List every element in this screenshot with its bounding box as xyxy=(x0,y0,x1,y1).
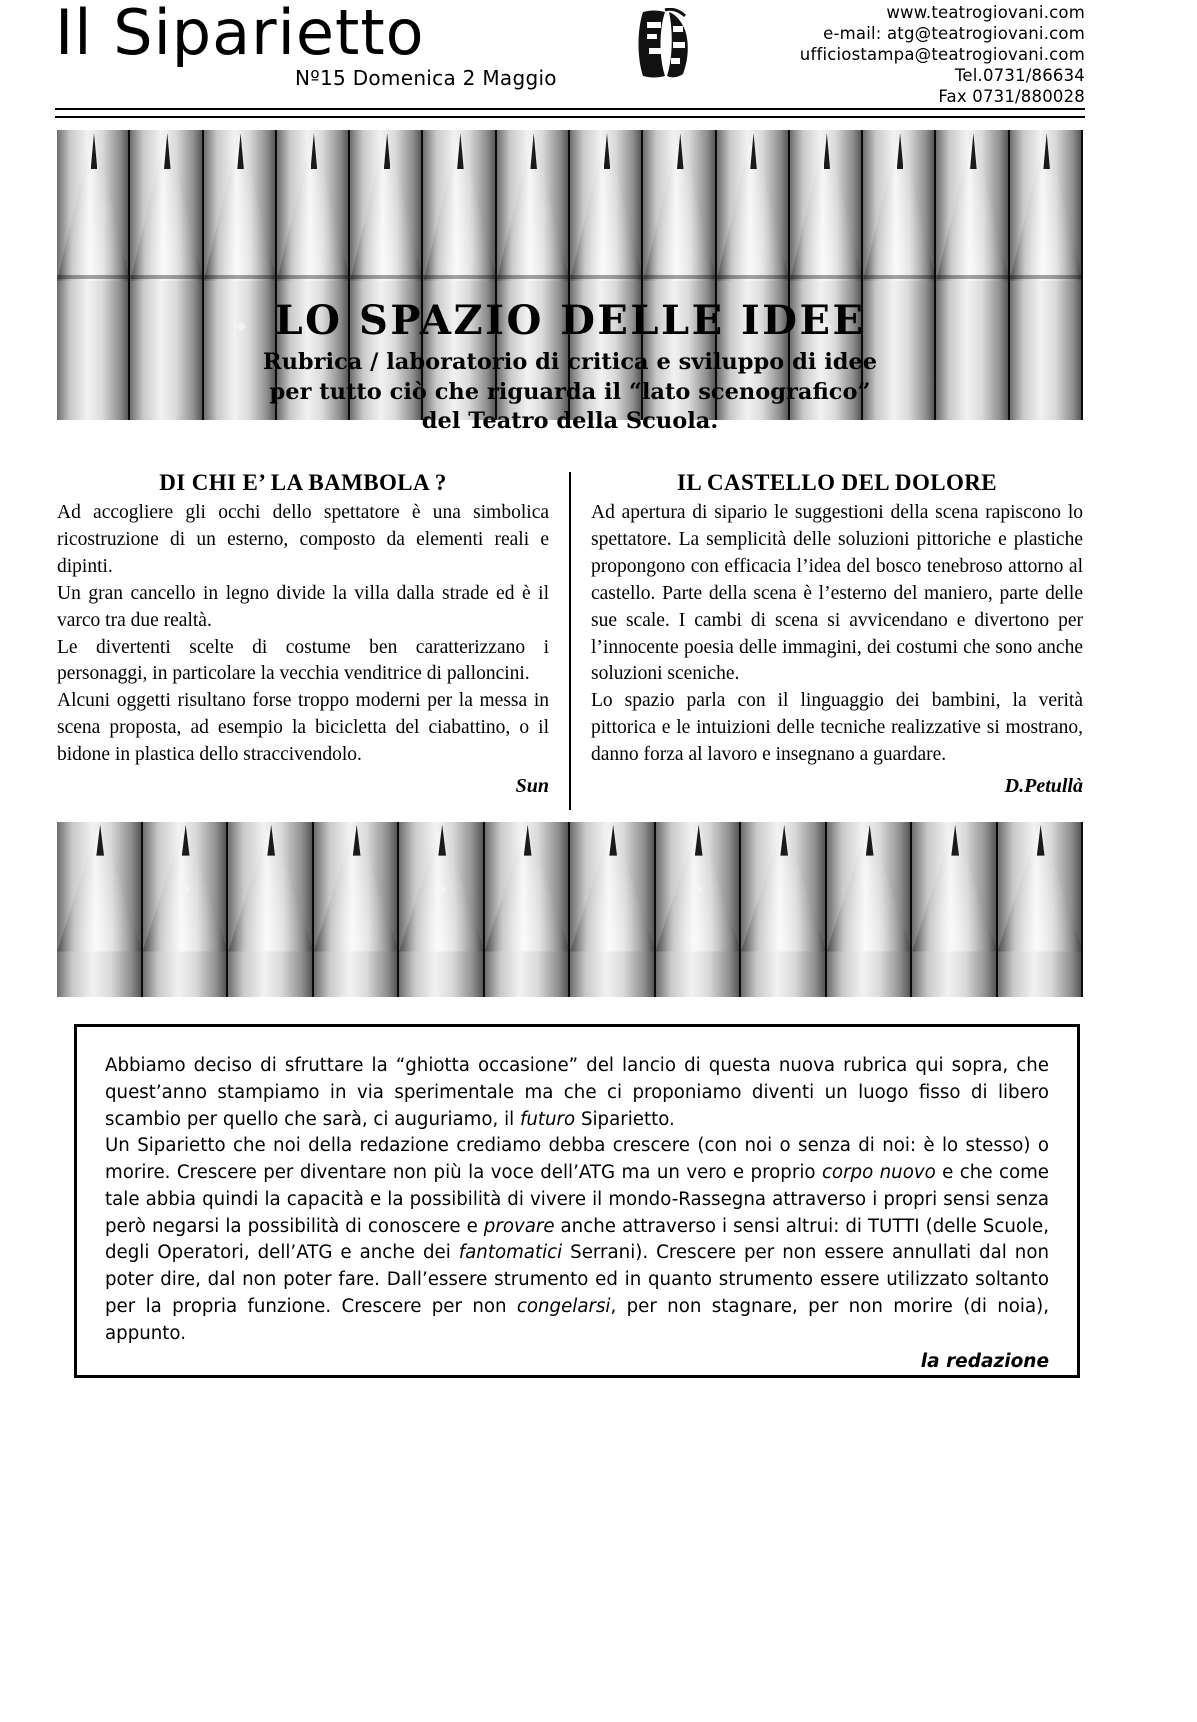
article-left-title: DI CHI E’ LA BAMBOLA ? xyxy=(159,470,447,495)
masthead xyxy=(55,0,1085,112)
divider-top-2 xyxy=(55,116,1085,118)
divider-top-1 xyxy=(55,108,1085,110)
column-divider xyxy=(569,472,571,810)
section-subtitle-line-2: per tutto ciò che riguarda il “lato scenografico” xyxy=(269,378,871,405)
pencil xyxy=(485,822,571,997)
website: www.teatrogiovani.com xyxy=(886,3,1085,22)
issue-line: Nº15 Domenica 2 Maggio xyxy=(295,66,557,90)
article-left xyxy=(57,470,549,815)
paragraph: Ad accogliere gli occhi dello spettatore è una simbolica ricostruzione di un esterno, composto da elementi reali e dipinti. xyxy=(57,502,549,577)
paragraph: Un gran cancello in legno divide la villa dalla strade ed è il varco tra due realtà. xyxy=(57,582,549,631)
editorial-paragraph-1 xyxy=(105,1053,1049,1133)
editorial-content xyxy=(77,1027,1077,1382)
pencil xyxy=(143,822,229,997)
paragraph: Lo spazio parla con il linguaggio dei bambini, la verità pittorica e le intuizioni delle tecniche realizzative si mostrano, danno forza al lavoro e insegnano a guardare. xyxy=(591,690,1083,766)
press-email: ufficiostampa@teatrogiovani.com xyxy=(799,45,1085,65)
editorial-box xyxy=(74,1024,1080,1378)
editorial-text-2: Un Siparietto che noi della redazione crediamo debba crescere (con noi o senza di noi: è lo stesso) o morire. Crescere per diventare non più la voce dell’ATG ma un vero e proprio corpo nuovo e che come tale abbia quindi la capacità e la possibilità di vivere il mondo-Rassegna attraverso i propri sensi senza però negarsi la possibilità di conoscere e provare anche attraverso i sensi altrui: di TUTTI (delle Scuole, degli Operatori, dell’ATG e anche dei fantomatici Serrani). Crescere per non essere annullati dal non poter dire, dal non poter fare. Dall’essere strumento ed in quanto strumento essere utilizzato soltanto per la propria funzione. Crescere per non congelarsi, per non stagnare, per non morire (di noia), appunto. xyxy=(105,1135,1049,1344)
pencil xyxy=(228,822,314,997)
page-title: Il Siparietto xyxy=(55,0,425,69)
section-subtitle-line-3: del Teatro della Scuola. xyxy=(421,408,719,435)
editorial-paragraph-2 xyxy=(105,1133,1049,1347)
pencil xyxy=(827,822,913,997)
email: e-mail: atg@teatrogiovani.com xyxy=(823,24,1085,44)
theatre-mask-logo-icon xyxy=(635,8,701,80)
contact-block xyxy=(755,2,1085,108)
paragraph: Ad apertura di sipario le suggestioni della scena rapiscono lo spettatore. La semplicità delle soluzioni pittoriche e plastiche propongono con efficacia l’idea del bosco tenebroso attorno al castello. Parte della scena è l’esterno del maniero, parte delle sue scale. I cambi di scena si avvicendano e divertono per l’innocente poesia delle immagini, dei costumi che sono anche soluzioni sceniche. xyxy=(591,502,1083,685)
pencil xyxy=(912,822,998,997)
editorial-text-1: Abbiamo deciso di sfruttare la “ghiotta occasione” del lancio di questa nuova rubrica qui sopra, che quest’anno stampiamo in via sperimentale ma che ci proponiamo diventi un luogo fisso di libero scambio per quello che sarà, ci auguriamo, il futuro Siparietto. xyxy=(105,1055,1049,1130)
pencil xyxy=(57,822,143,997)
pencil xyxy=(656,822,742,997)
article-right xyxy=(591,470,1083,815)
section-banner xyxy=(57,297,1083,437)
article-left-signature: Sun xyxy=(515,775,549,798)
pencil xyxy=(314,822,400,997)
paragraph: Le divertenti scelte di costume ben caratterizzano i personaggi, in particolare la vecchia venditrice di palloncini. xyxy=(57,636,549,685)
phone: Tel.0731/86634 xyxy=(954,66,1085,86)
section-subtitle-line-1: Rubrica / laboratorio di critica e sviluppo di idee xyxy=(262,349,878,375)
section-subtitle xyxy=(57,348,1083,437)
editorial-signature: la redazione xyxy=(920,1351,1049,1373)
article-right-body xyxy=(591,500,1083,769)
article-columns xyxy=(57,470,1083,815)
pencil xyxy=(998,822,1084,997)
pencil xyxy=(570,822,656,997)
pencil xyxy=(741,822,827,997)
paragraph: Alcuni oggetti risultano forse troppo moderni per la messa in scena proposta, ad esempio la bicicletta del ciabattino, o il bidone in plastica dello straccivendolo. xyxy=(57,690,549,766)
article-right-signature: D.Petullà xyxy=(1004,775,1083,798)
section-title: LO SPAZIO DELLE IDEE xyxy=(274,297,866,344)
pencils-photo-bottom xyxy=(57,822,1083,997)
article-left-body xyxy=(57,500,549,769)
pencil xyxy=(399,822,485,997)
article-right-title: IL CASTELLO DEL DOLORE xyxy=(676,470,998,495)
pencil-row xyxy=(57,822,1083,997)
fax: Fax 0731/880028 xyxy=(938,87,1085,107)
